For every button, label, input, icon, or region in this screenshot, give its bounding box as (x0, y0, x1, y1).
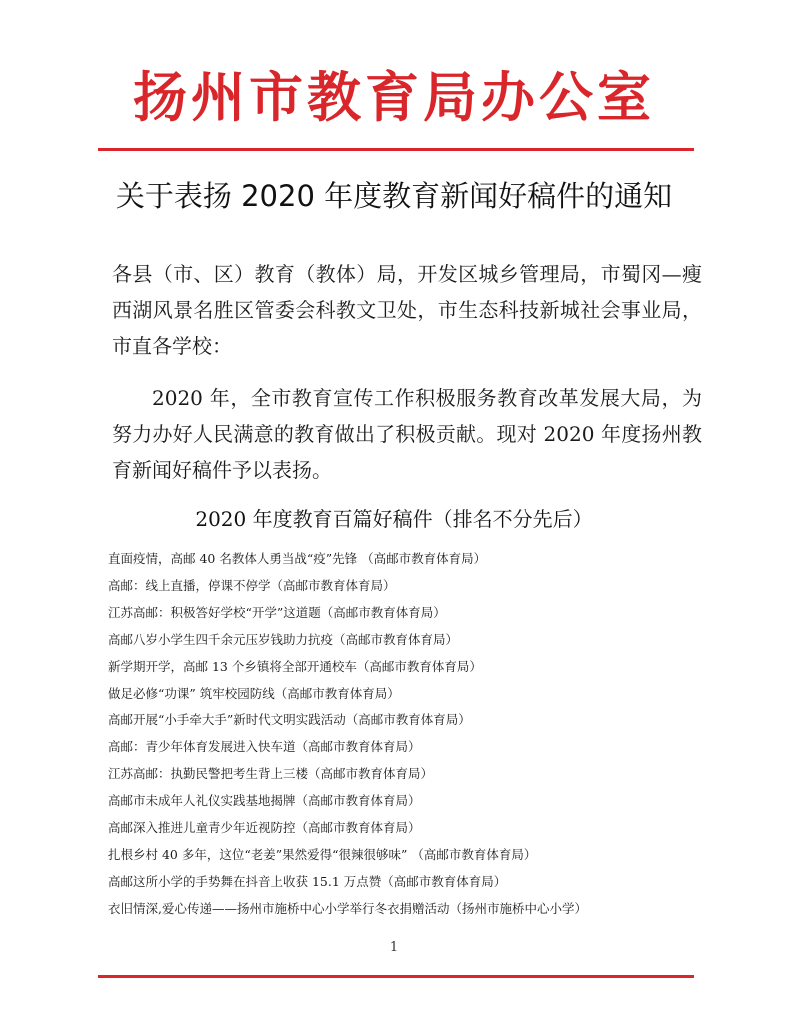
list-item: 高邮开展“小手牵大手”新时代文明实践活动（高邮市教育体育局） (108, 712, 471, 728)
body-paragraph: 2020 年，全市教育宣传工作积极服务教育改革发展大局，为努力办好人民满意的教育做出了积极贡献。现对 2020 年度扬州教育新闻好稿件予以表扬。 (112, 386, 702, 482)
list-item: 高邮深入推进儿童青少年近视防控（高邮市教育体育局） (108, 820, 421, 836)
addressee-paragraph: 各县（市、区）教育（教体）局，开发区城乡管理局，市蜀冈—瘦西湖风景名胜区管委会科教文卫处，市生态科技新城社会事业局，市直各学校： (112, 262, 702, 358)
list-item: 做足必修“功课” 筑牢校园防线（高邮市教育体育局） (108, 685, 400, 701)
list-item: 江苏高邮：积极答好学校“开学”这道题（高邮市教育体育局） (108, 604, 446, 620)
list-item: 扎根乡村 40 多年，这位“老姜”果然爱得“很辣很够味” （高邮市教育体育局） (108, 846, 537, 862)
footer-red-rule (98, 975, 694, 978)
page-number: 1 (389, 940, 399, 955)
section-heading: 2020 年度教育百篇好稿件（排名不分先后） (195, 507, 593, 531)
list-item: 高邮八岁小学生四千余元压岁钱助力抗疫（高邮市教育体育局） (108, 631, 459, 647)
letterhead-red-rule (98, 148, 694, 151)
list-item: 直面疫情，高邮 40 名教体人勇当战“疫”先锋 （高邮市教育体育局） (108, 551, 487, 566)
list-item: 高邮市未成年人礼仪实践基地揭牌（高邮市教育体育局） (108, 793, 421, 809)
list-item: 江苏高邮：执勤民警把考生背上三楼（高邮市教育体育局） (108, 766, 434, 782)
list-item: 衣旧情深,爱心传递——扬州市施桥中心小学举行冬衣捐赠活动（扬州市施桥中心小学） (108, 900, 587, 916)
letterhead-org-name: 扬州市教育局办公室 (133, 65, 655, 129)
list-item: 新学期开学，高邮 13 个乡镇将全部开通校车（高邮市教育体育局） (108, 658, 482, 674)
article-list (108, 546, 708, 923)
document-title: 关于表扬 2020 年度教育新闻好稿件的通知 (115, 179, 673, 213)
list-item: 高邮：青少年体育发展进入快车道（高邮市教育体育局） (108, 739, 421, 755)
list-item: 高邮这所小学的手势舞在抖音上收获 15.1 万点赞（高邮市教育体育局） (108, 873, 507, 889)
list-item: 高邮：线上直播，停课不停学（高邮市教育体育局） (108, 577, 396, 593)
